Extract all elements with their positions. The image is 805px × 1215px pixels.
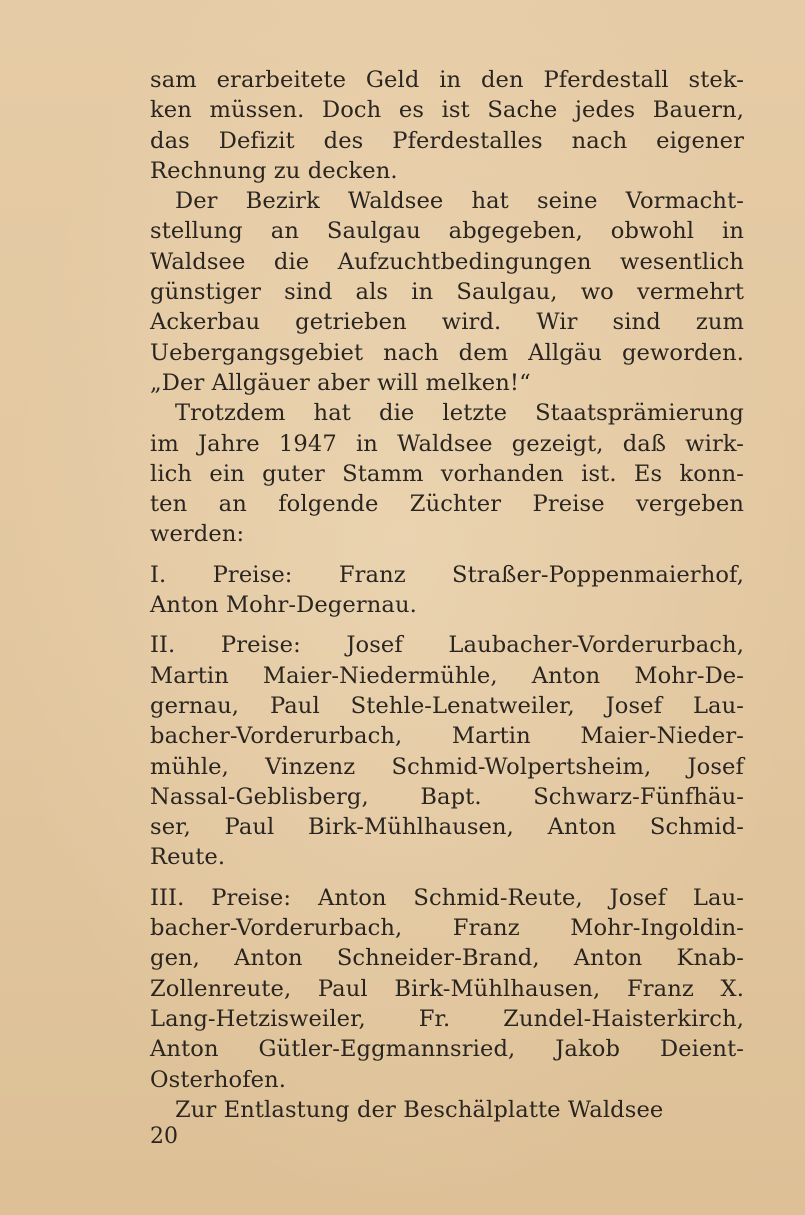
text-line: gernau, Paul Stehle-Lenatweiler, Josef Lau- <box>150 692 744 719</box>
text-line: ser, Paul Birk-Mühlhausen, Anton Schmid- <box>150 814 744 841</box>
text-line: I. Preise: Franz Straßer-Poppenmaierhof, <box>150 561 744 588</box>
paragraph <box>150 883 744 1095</box>
text-line: „Der Allgäuer aber will melken!“ <box>150 369 531 396</box>
text-line: Rechnung zu decken. <box>150 157 398 184</box>
text-line: Uebergangsgebiet nach dem Allgäu geworden. <box>150 339 744 366</box>
text-line: mühle, Vinzenz Schmid-Wolpertsheim, Josef <box>150 753 744 780</box>
text-line: Trotzdem hat die letzte Staatsprämierung <box>175 400 744 427</box>
paragraph <box>150 560 744 621</box>
text-line: werden: <box>150 521 245 548</box>
text-line: Anton Mohr-Degernau. <box>150 592 417 619</box>
body-text <box>150 65 744 1125</box>
text-line: Zollenreute, Paul Birk-Mühlhausen, Franz X. <box>150 975 744 1002</box>
paragraph <box>150 65 744 186</box>
text-line: Nassal-Geblisberg, Bapt. Schwarz-Fünfhäu- <box>150 783 744 810</box>
paragraph <box>150 186 744 398</box>
text-line: lich ein guter Stamm vorhanden ist. Es konn- <box>150 460 744 487</box>
text-line: im Jahre 1947 in Waldsee gezeigt, daß wirk- <box>150 430 744 457</box>
text-line: Osterhofen. <box>150 1066 287 1093</box>
text-line: das Defizit des Pferdestalles nach eigener <box>150 127 744 154</box>
text-line: Martin Maier-Niedermühle, Anton Mohr-De- <box>150 662 744 689</box>
text-line: Zur Entlastung der Beschälplatte Waldsee <box>175 1096 664 1123</box>
text-line: Ackerbau getrieben wird. Wir sind zum <box>150 309 744 336</box>
text-line: günstiger sind als in Saulgau, wo vermehrt <box>150 279 744 306</box>
text-line: Lang-Hetzisweiler, Fr. Zundel-Haisterkirch, <box>150 1005 744 1032</box>
paragraph <box>150 630 744 872</box>
text-line: Waldsee die Aufzuchtbedingungen wesentlich <box>150 248 744 275</box>
text-line: ten an folgende Züchter Preise vergeben <box>150 491 744 518</box>
paragraph <box>150 398 744 549</box>
text-line: Reute. <box>150 844 226 871</box>
text-line: II. Preise: Josef Laubacher-Vorderurbach, <box>150 632 744 659</box>
text-line: sam erarbeitete Geld in den Pferdestall stek- <box>150 67 744 93</box>
text-line: ken müssen. Doch es ist Sache jedes Bauern, <box>150 97 744 124</box>
text-line: gen, Anton Schneider-Brand, Anton Knab- <box>150 945 744 972</box>
text-line: bacher-Vorderurbach, Martin Maier-Nieder- <box>150 723 744 750</box>
text-line: Anton Gütler-Eggmannsried, Jakob Deient- <box>150 1036 744 1063</box>
paragraph <box>150 1095 744 1125</box>
text-line: stellung an Saulgau abgegeben, obwohl in <box>150 218 744 245</box>
text-line: Der Bezirk Waldsee hat seine Vormacht- <box>175 188 744 215</box>
text-line: III. Preise: Anton Schmid-Reute, Josef Lau- <box>150 884 744 911</box>
page-number: 20 <box>150 1124 178 1149</box>
text-line: bacher-Vorderurbach, Franz Mohr-Ingoldin- <box>150 915 744 942</box>
